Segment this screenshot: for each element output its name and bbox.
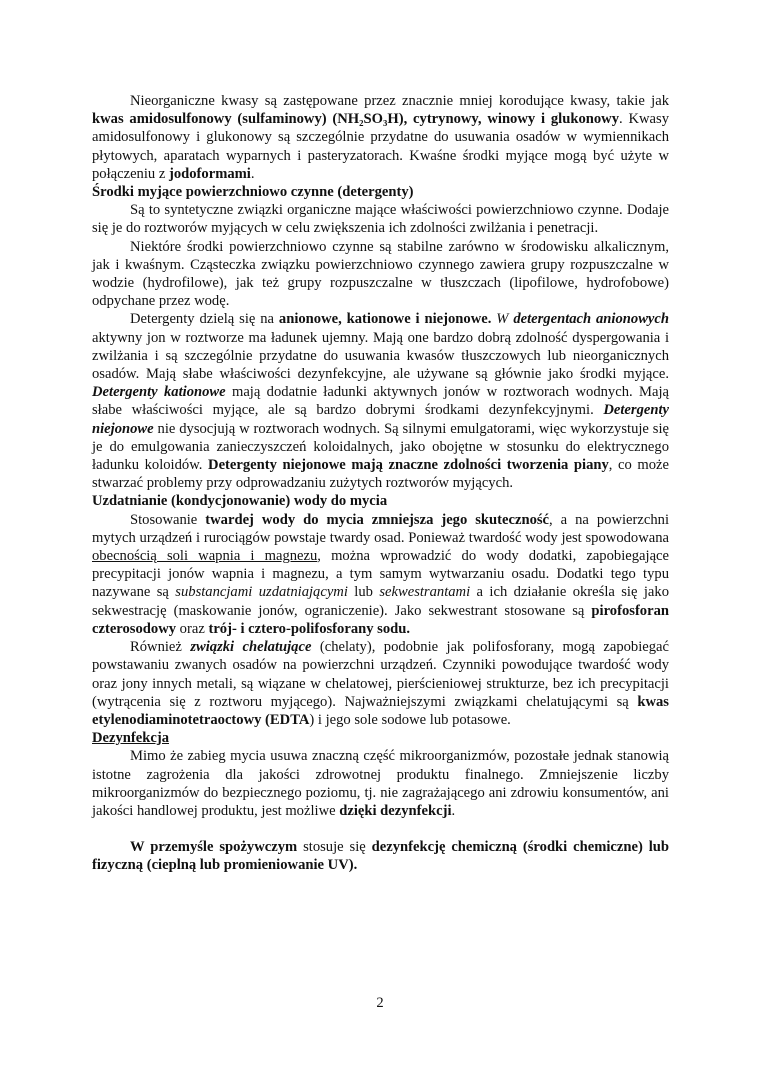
paragraph-food-industry bbox=[92, 838, 669, 874]
paragraph-acids bbox=[92, 92, 669, 183]
text: Nieorganiczne kwasy są zastępowane przez znacznie mniej korodujące kwasy, takie jak bbox=[130, 93, 669, 109]
text: aktywny jon w roztworze ma ładunek ujemny. Mają one bardzo dobrą zdolność dyspergowania i zwilżania i są szczególnie przydatne do usuwania kwasów tłuszczowych lub nieorganicznych osadów. Mają słabe właściwości dezynfekcyjne, ale używane są głównie jako środki myjące. bbox=[92, 329, 669, 383]
text: , a na powierzchni mytych urządzeń i rurociągów powstaje twardy osad. Ponieważ twardość wody jest spowodowana bbox=[92, 511, 669, 546]
text: ) i jego sole sodowe lub potasowe. bbox=[309, 711, 511, 728]
bold-text: W przemyśle spożywczym bbox=[130, 839, 298, 856]
bold-italic-text: detergentach anionowych bbox=[513, 311, 669, 328]
text: . bbox=[451, 802, 456, 819]
paragraph-detergents-intro: Są to syntetyczne związki organiczne mające właściwości powierzchniowo czynne. Dodaje się je do roztworów myjących w celu zwiększenia ich zdolności zwilżania i penetracji. bbox=[92, 202, 669, 237]
bold-text: dezynfekcję chemiczną (środki chemiczne) lub fizyczną (cieplną lub promieniowanie UV). bbox=[92, 839, 670, 874]
text: W bbox=[491, 311, 514, 328]
bold-text: twardej wody do mycia zmniejsza jego skuteczność bbox=[205, 511, 550, 528]
text: mają dodatnie ładunki aktywnych jonów w roztworach wodnych. Mają słabe właściwości myjące, ale są bardzo dobrymi środkami dezynfekcyjnymi. bbox=[92, 384, 669, 419]
paragraph-disinfection bbox=[92, 747, 669, 820]
heading-disinfection: Dezynfekcja bbox=[92, 730, 169, 747]
bold-text: jodoformami bbox=[168, 165, 251, 182]
bold-italic-text: Detergenty kationowe bbox=[92, 384, 226, 401]
paragraph-hard-water bbox=[92, 511, 669, 638]
bold-text: anionowe, kationowe i niejonowe. bbox=[278, 311, 492, 328]
bold-text: trój- i cztero-polifosforany sodu. bbox=[208, 620, 411, 637]
paragraph-detergents-molecule: Niektóre środki powierzchniowo czynne są stabilne zarówno w środowisku alkalicznym, jak i kwaśnym. Cząsteczka związku powierzchniowo czynnego zawiera grupy rozpuszczalne w wodzie (hydrofilowe), jak też grupy rozpuszczalne w tłuszczach (lipofilowe, hydrofobowe) odpychane przez wodę. bbox=[92, 238, 669, 310]
underlined-text: obecnością soli wapnia i magnezu bbox=[92, 548, 318, 565]
paragraph-detergent-types bbox=[92, 310, 669, 492]
text: Stosowanie bbox=[130, 511, 206, 528]
bold-text: kwas amidosulfonowy (sulfaminowy) (NH₂SO₃H), cytrynowy, winowy i glukonowy bbox=[92, 111, 619, 128]
text: . Kwasy amidosulfonowy i glukonowy są szczególnie przydatne do usuwania osadów w wymiennikach płytowych, aparatach wyparnych i pasteryzatorach. Kwaśne środki myjące mogą być użyte w połączeniu z bbox=[92, 111, 669, 182]
page-number: 2 bbox=[376, 995, 384, 1011]
italic-text: sekwestrantami bbox=[379, 584, 471, 601]
document-body bbox=[92, 92, 669, 875]
text: a ich działanie określa się jako sekwestrację (maskowanie jonów, ograniczenie). Jako sekwestrant stosowane są bbox=[92, 584, 669, 619]
bold-italic-text: Detergenty niejonowe bbox=[92, 402, 669, 437]
bold-text: kwas etylenodiaminotetraoctowy (EDTA bbox=[92, 693, 669, 728]
paragraph-chelating bbox=[92, 638, 669, 729]
heading-detergents: Środki myjące powierzchniowo czynne (detergenty) bbox=[92, 184, 414, 201]
text: . bbox=[250, 165, 255, 182]
text: Również bbox=[130, 639, 191, 656]
text: Detergenty dzielą się na bbox=[130, 311, 279, 328]
bold-text: pirofosforan czterosodowy bbox=[92, 602, 669, 637]
bold-text: dzięki dezynfekcji bbox=[339, 802, 452, 819]
bold-italic-text: związki chelatujące bbox=[190, 639, 312, 656]
text: , można wprowadzić do wody dodatki, zapobiegające precypitacji jonów wapnia i magnezu, a tym samym wytwarzaniu osadu. Dodatki tego typu nazywane są bbox=[92, 548, 669, 601]
italic-text: substancjami uzdatniającymi bbox=[175, 584, 348, 601]
bold-text: Detergenty niejonowe mają znaczne zdolności tworzenia piany bbox=[208, 457, 609, 474]
text: , co może stwarzać problemy przy odprowadzaniu zużytych roztworów myjących. bbox=[92, 457, 669, 492]
text: Mimo że zabieg mycia usuwa znaczną część mikroorganizmów, pozostałe jednak stanowią istotne zagrożenia dla jakości zdrowotnej produktu finalnego. Zmniejszenie liczby mikroorganizmów do bezpiecznego poziomu, tj. nie zagrażającego ani zdrowiu konsumentów, ani jakości handlowej produktu, jest możliwe bbox=[92, 748, 669, 819]
text: nie dysocjują w roztworach wodnych. Są silnymi emulgatorami, więc wykorzystuje się je do emulgowania zanieczyszczeń koloidalnych, jako obojętne w stosunku do elektrycznego ładunku koloidów. bbox=[92, 420, 669, 474]
text: lub bbox=[347, 584, 380, 601]
text: oraz bbox=[176, 620, 209, 637]
spacer bbox=[92, 820, 669, 838]
text: stosuje się bbox=[297, 839, 372, 856]
text: (chelaty), podobnie jak polifosforany, mogą zapobiegać powstawaniu zwanych osadów na powierzchni urządzeń. Czynniki powodujące twardość wody oraz jony innych metali, są wiązane w chelatowej, pierścieniowej strukturze, bez ich precypitacji (wytrącenia się z roztworu myjącego). Najważniejszymi związkami chelatującymi są bbox=[92, 639, 669, 710]
heading-water-treatment: Uzdatnianie (kondycjonowanie) wody do mycia bbox=[92, 493, 388, 510]
